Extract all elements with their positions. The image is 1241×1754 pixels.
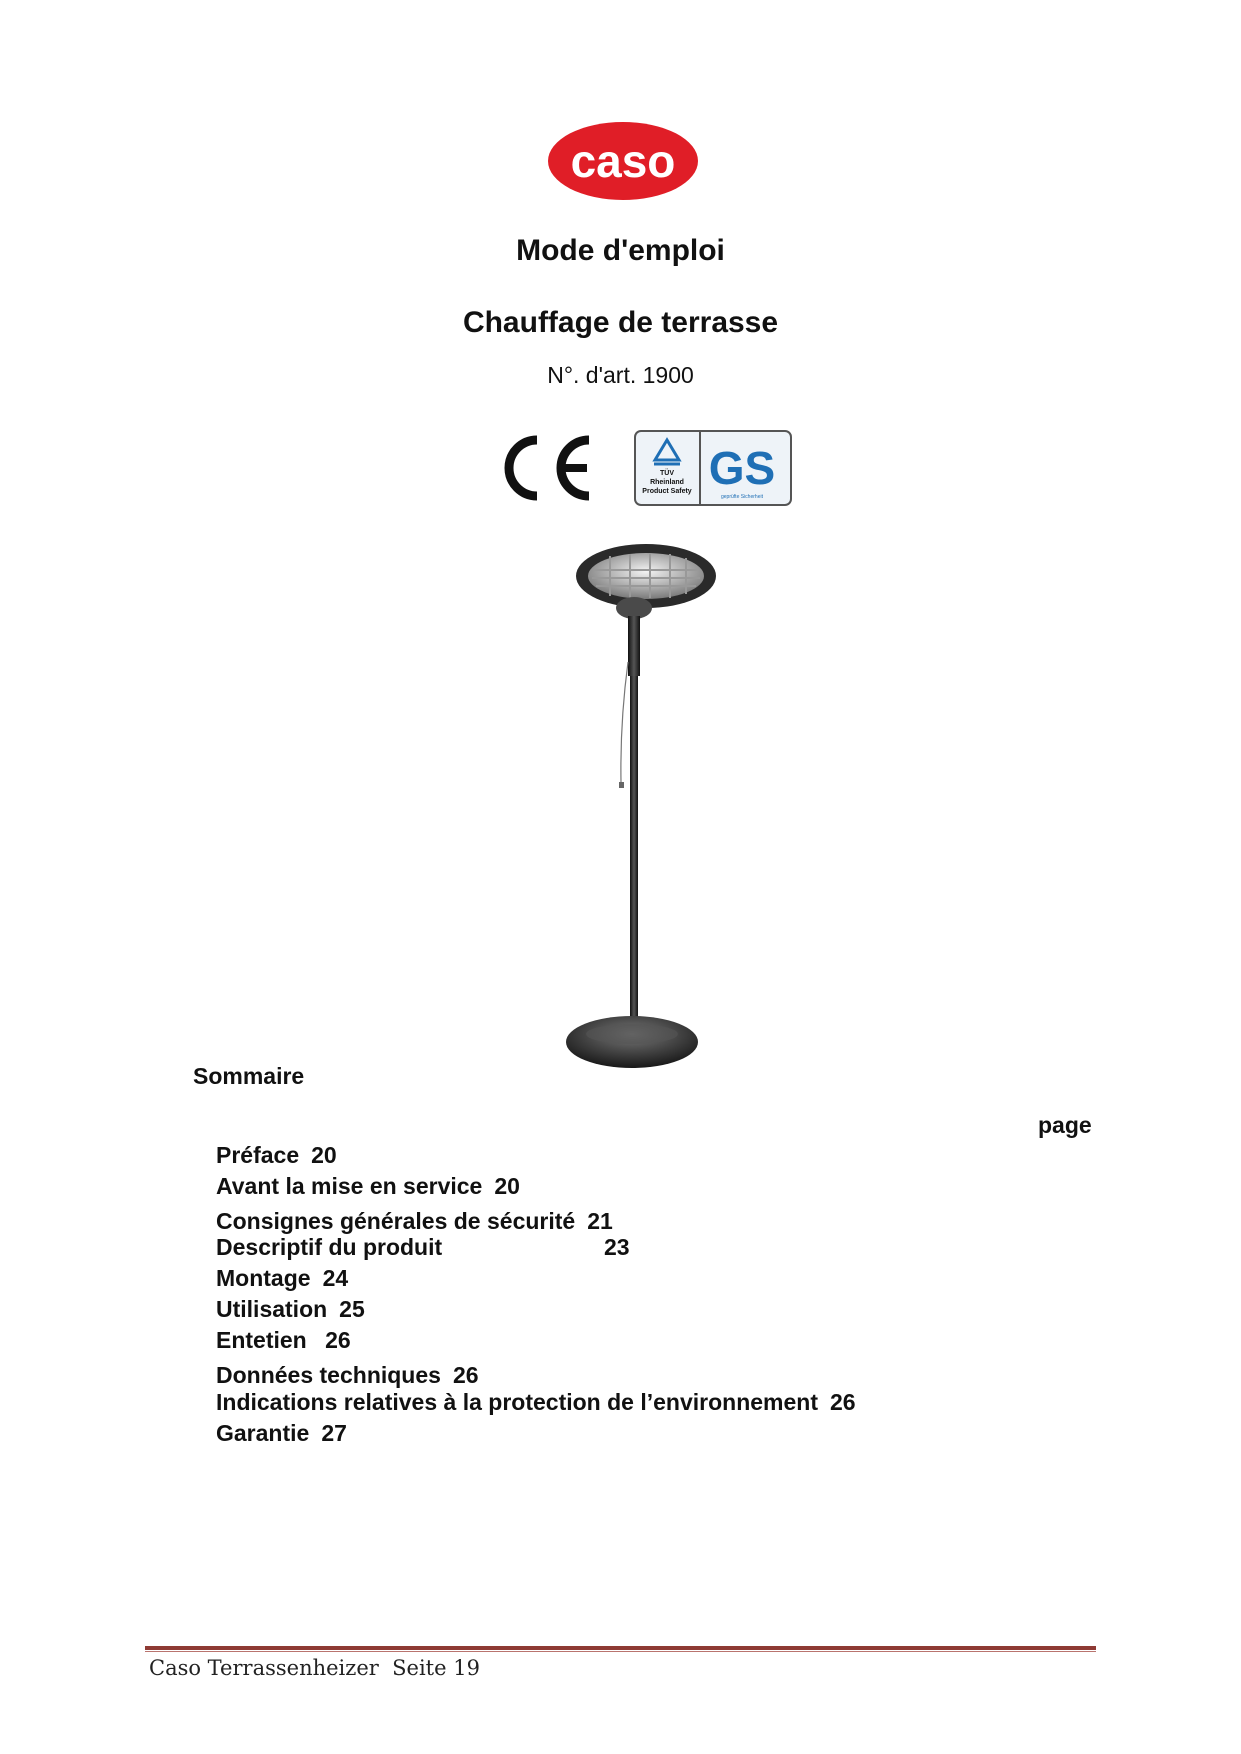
logo-text: caso xyxy=(570,135,676,187)
toc-list xyxy=(216,1140,856,1449)
footer-rule xyxy=(145,1646,1096,1650)
article-number: N°. d'art. 1900 xyxy=(547,362,694,388)
svg-text:Product Safety: Product Safety xyxy=(642,488,692,495)
toc-item-consignes-securite: Consignes générales de sécurité 21 xyxy=(216,1208,613,1234)
svg-text:GS: GS xyxy=(708,442,776,494)
page-footer: Caso Terrassenheizer Seite 19 xyxy=(149,1656,480,1680)
ce-label: CE xyxy=(497,432,499,433)
caso-logo xyxy=(546,120,700,202)
svg-text:TÜV: TÜV xyxy=(660,470,674,477)
toc-item-montage: Montage 24 xyxy=(216,1265,349,1291)
toc-item-entretien: Entetien 26 xyxy=(216,1327,351,1353)
toc-heading: Sommaire xyxy=(193,1063,305,1089)
svg-text:Rheinland: Rheinland xyxy=(650,479,684,486)
toc-item-garantie: Garantie 27 xyxy=(216,1420,347,1446)
toc-item-descriptif-produit: Descriptif du produit 23 xyxy=(216,1234,630,1260)
document-subtitle: Chauffage de terrasse xyxy=(462,306,779,339)
document-title: Mode d'emploi xyxy=(516,234,725,267)
tuv-gs-mark-icon xyxy=(634,430,792,506)
toc-item-avant-mise-en-service: Avant la mise en service 20 xyxy=(216,1173,520,1199)
toc-item-preface: Préface 20 xyxy=(216,1142,337,1168)
toc-item-environnement: Indications relatives à la protection de l’environnement 26 xyxy=(216,1389,856,1415)
toc-page-header: page xyxy=(1038,1112,1092,1138)
ce-mark-icon xyxy=(497,432,597,504)
footer-rule-thin xyxy=(145,1651,1096,1652)
svg-text:geprüfte Sicherheit: geprüfte Sicherheit xyxy=(721,494,763,500)
toc-item-donnees-techniques: Données techniques 26 xyxy=(216,1362,479,1388)
patio-heater-image xyxy=(560,542,730,1092)
toc-item-utilisation: Utilisation 25 xyxy=(216,1296,365,1322)
